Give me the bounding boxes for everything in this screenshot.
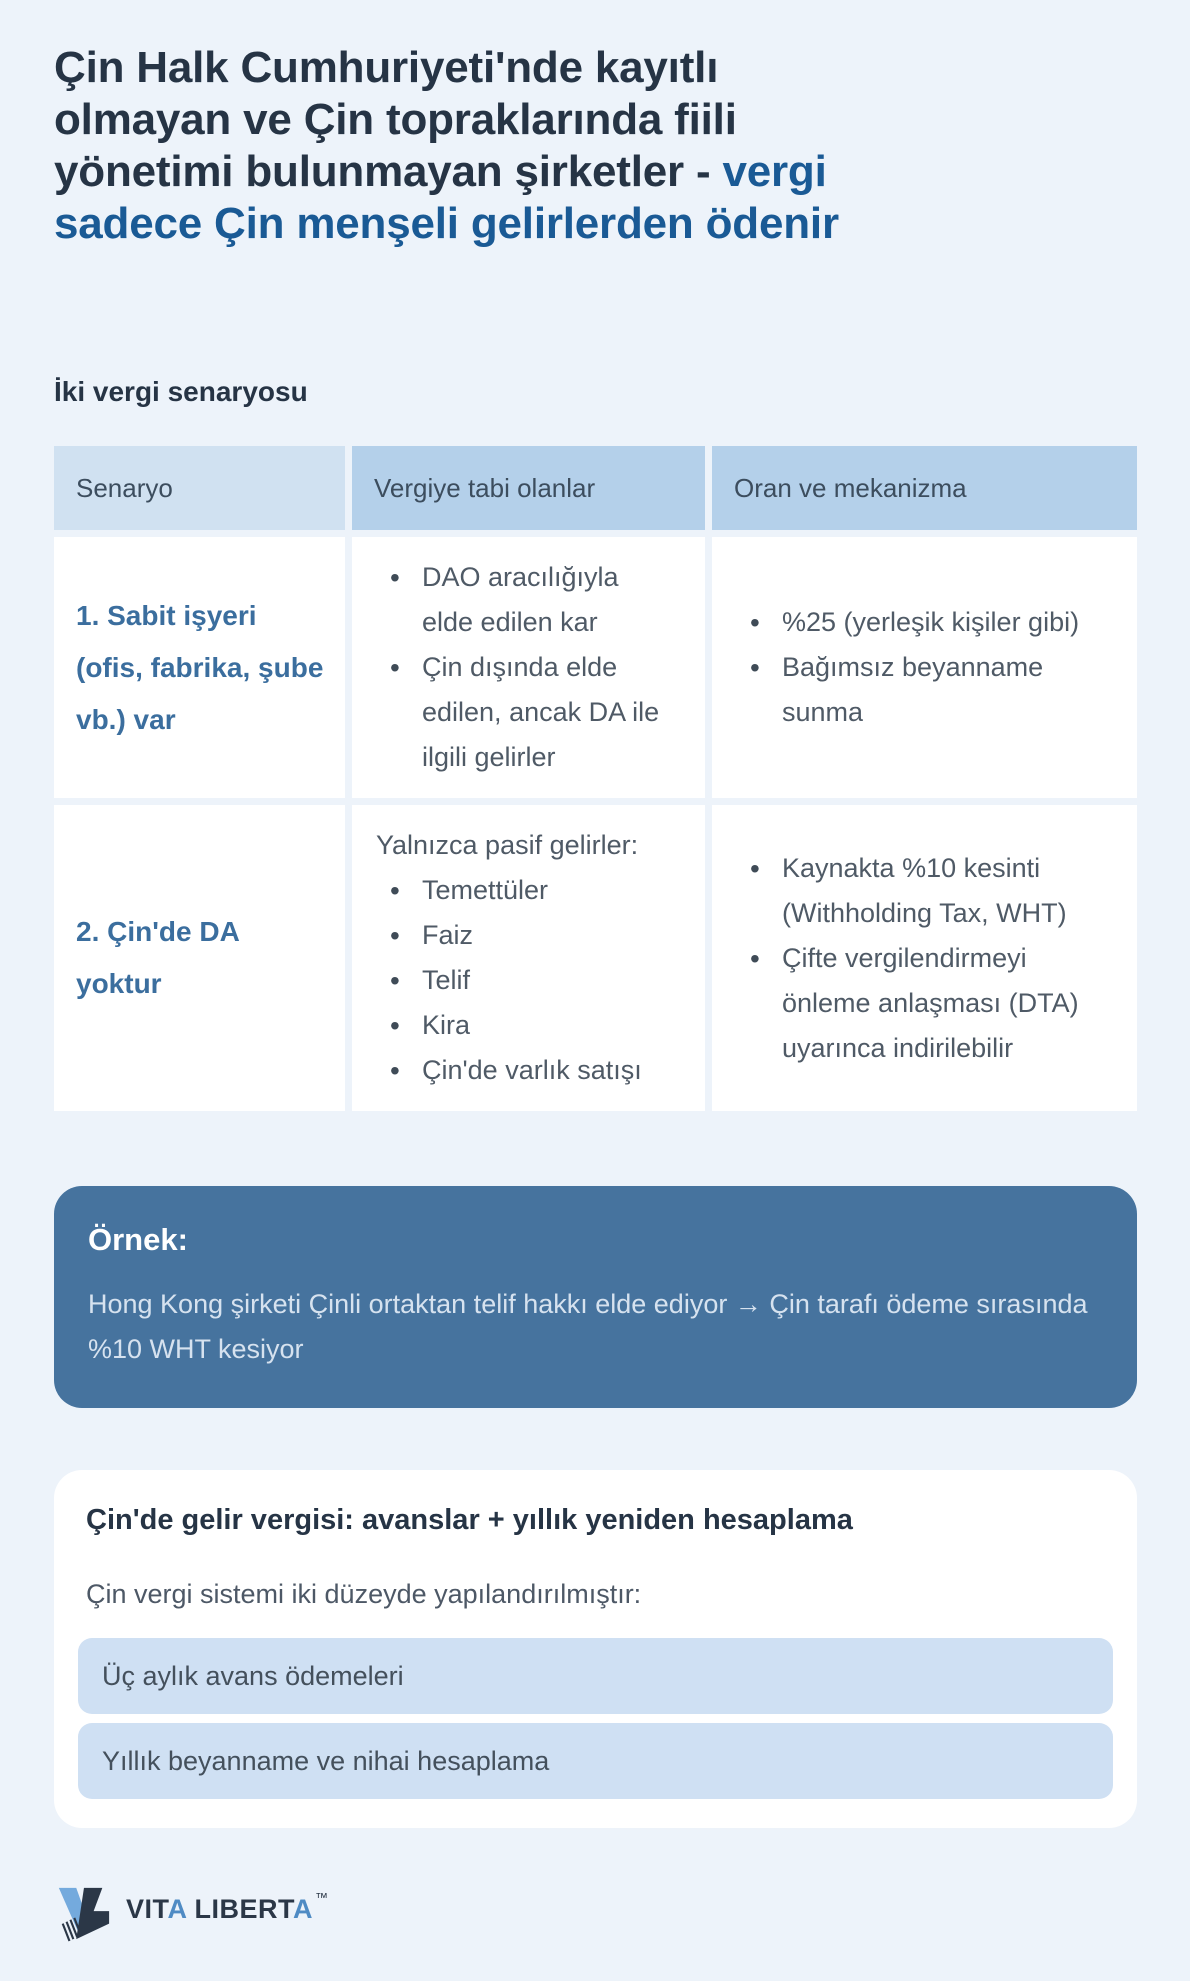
vita-liberta-logo-icon [54, 1884, 112, 1942]
bullet-item: • Telif [352, 958, 685, 1003]
table-row-1-taxable [352, 537, 705, 798]
column-header-scenario: Senaryo [54, 446, 345, 530]
title-line-3 [54, 146, 1137, 198]
brand-name [126, 1894, 313, 1925]
title-line-3-dark: yönetimi bulunmayan şirketler - [54, 147, 723, 196]
bullet-item: • Temettüler [352, 868, 685, 913]
tax-scenarios-table [54, 446, 1137, 1111]
taxable-list-row-1 [352, 555, 685, 780]
brand-segment: LIBERT [186, 1894, 293, 1924]
example-callout-box [54, 1186, 1137, 1408]
bullet-item: • Kaynakta %10 kesinti (Withholding Tax, WHT) [712, 846, 1117, 936]
footer-brand [54, 1884, 554, 1942]
mechanism-list-row-1 [712, 600, 1117, 735]
trademark-symbol: ™ [315, 1890, 328, 1905]
bullet-item: • Çin'de varlık satışı [352, 1048, 685, 1093]
brand-letter-a: A [293, 1894, 313, 1924]
example-body: Hong Kong şirketi Çinli ortaktan telif hakkı elde ediyor → Çin tarafı ödeme sırasında %10 WHT kesiyor [88, 1289, 1088, 1364]
table-row-2-taxable [352, 805, 705, 1111]
tax-level-item-annual: Yıllık beyanname ve nihai hesaplama [78, 1723, 1113, 1799]
bullet-item: • Bağımsız beyanname sunma [712, 645, 1117, 735]
bullet-item: • %25 (yerleşik kişiler gibi) [712, 600, 1117, 645]
brand-segment: VIT [126, 1894, 168, 1924]
section-heading: İki vergi senaryosu [54, 376, 308, 407]
table-row-1-scenario: 1. Sabit işyeri (ofis, fabrika, şube vb.) var [54, 537, 345, 798]
mechanism-list-row-2 [712, 846, 1117, 1071]
bullet-item: • Faiz [352, 913, 685, 958]
brand-lockup [126, 1890, 328, 1925]
bullet-item: • Çin dışında elde edilen, ancak DA ile ilgili gelirler [352, 645, 685, 780]
bullet-item: • Kira [352, 1003, 685, 1048]
card-title: Çin'de gelir vergisi: avanslar + yıllık yeniden hesaplama [86, 1504, 853, 1536]
title-line-4: sadece Çin menşeli gelirlerden ödenir [54, 199, 839, 248]
bullet-item: • DAO aracılığıyla elde edilen kar [352, 555, 685, 645]
title-line-3-blue: vergi [722, 147, 827, 196]
table-row-2-mechanism [712, 805, 1137, 1111]
page-title [54, 42, 1137, 250]
taxable-intro-row-2: Yalnızca pasif gelirler: [376, 830, 639, 860]
income-tax-card [54, 1470, 1137, 1828]
title-line-1: Çin Halk Cumhuriyeti'nde kayıtlı [54, 43, 719, 92]
bullet-item: • Çifte vergilendirmeyi önleme anlaşması (DTA) uyarınca indirilebilir [712, 936, 1117, 1071]
card-subtitle: Çin vergi sistemi iki düzeyde yapılandırılmıştır: [86, 1579, 642, 1609]
table-row-1-mechanism [712, 537, 1137, 798]
table-row-2-scenario: 2. Çin'de DA yoktur [54, 805, 345, 1111]
column-header-taxable: Vergiye tabi olanlar [352, 446, 705, 530]
example-title: Örnek: [88, 1222, 188, 1257]
taxable-list-row-2 [352, 868, 685, 1093]
title-line-2: olmayan ve Çin topraklarında fiili [54, 95, 737, 144]
tax-level-item-quarterly: Üç aylık avans ödemeleri [78, 1638, 1113, 1714]
brand-letter-a: A [167, 1894, 187, 1924]
column-header-mechanism: Oran ve mekanizma [712, 446, 1137, 530]
